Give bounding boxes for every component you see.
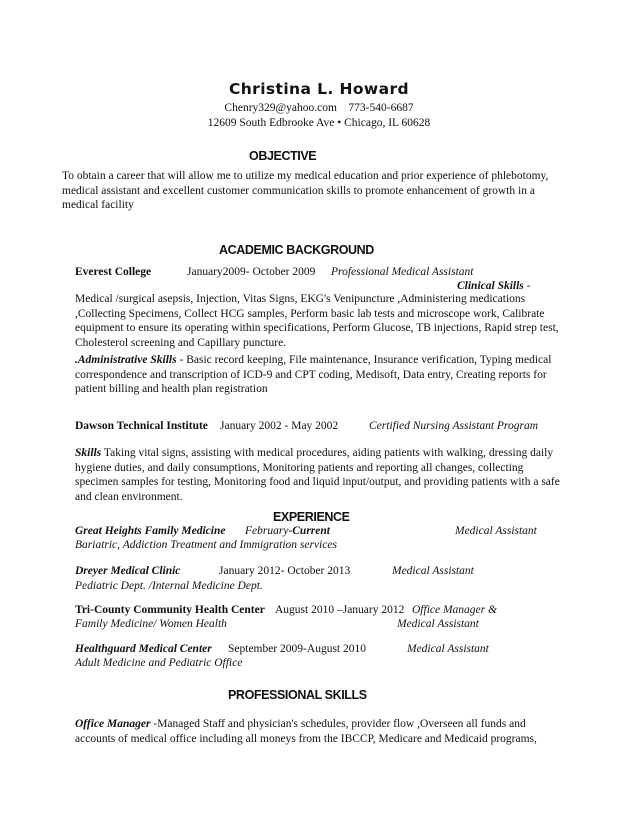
office-manager-label: Office Manager [75, 718, 151, 730]
job-4-dept: Adult Medicine and Pediatric Office [75, 657, 243, 669]
job-2-dates: January 2012- October 2013 [219, 565, 351, 577]
job-2-dept: Pediatric Dept. /Internal Medicine Dept. [75, 580, 263, 592]
dawson-skills-label: Skills [75, 447, 102, 459]
office-manager-text: -Managed Staff and physician's schedules, provider flow ,Overseen all funds and accounts of medical office including all moneys from the IBCCP, Medicare and Medicaid programs, [75, 718, 537, 745]
job-2-title: Medical Assistant [392, 565, 474, 577]
job-1-employer: Great Heights Family Medicine [75, 525, 226, 537]
objective-heading: OBJECTIVE [249, 149, 317, 163]
job-2-employer: Dreyer Medical Clinic [75, 565, 181, 577]
job-1-dates-start: February- [245, 525, 293, 537]
email: Chenry329@yahoo.com [224, 102, 337, 114]
everest-dates: January2009- October 2009 [187, 266, 316, 278]
admin-skills [75, 353, 565, 397]
experience-heading: EXPERIENCE [273, 510, 350, 524]
job-4-title: Medical Assistant [407, 643, 489, 655]
dawson-program: Certified Nursing Assistant Program [369, 420, 539, 432]
clinical-skills-label: Clinical Skills [457, 280, 524, 292]
dawson-school: Dawson Technical Institute [75, 420, 208, 432]
dawson-skills [75, 446, 565, 504]
job-1-dept: Bariatric, Addiction Treatment and Immigration services [75, 539, 337, 551]
job-3-employer: Tri-County Community Health Center [75, 604, 265, 616]
clinical-skills-dash: - [523, 280, 531, 292]
academic-heading: ACADEMIC BACKGROUND [219, 243, 374, 257]
everest-school: Everest College [75, 266, 152, 278]
objective-text: To obtain a career that will allow me to utilize my medical education and prior experience of phlebotomy, medical assistant and excellent customer communication skills to promote enhancement of growth in a medical facility [62, 170, 549, 211]
job-4-dates: September 2009-August 2010 [228, 643, 366, 655]
professional-skills-heading: PROFESSIONAL SKILLS [228, 688, 367, 702]
job-1-dates-end: Current [292, 525, 330, 537]
contact-line [0, 101, 638, 116]
dawson-skills-text: Taking vital signs, assisting with medical procedures, aiding patients with walking, dressing daily hygiene duties, and daily consumptions, Monitoring patients and reporting all changes, collecting specimen samples for testing, Monitoring food and liquid input/output, and providing patients with a safe and clean environment. [75, 447, 560, 503]
job-1-title: Medical Assistant [455, 525, 537, 537]
admin-skills-label: .Administrative Skills [75, 354, 177, 366]
admin-skills-text: - Basic record keeping, File maintenance, Insurance verification, Typing medical correspondence and transcription of ICD-9 and CPT coding, Medisoft, Data entry, Creating reports for patient billing and health plan registration [75, 354, 552, 395]
job-3-title-2: Medical Assistant [397, 618, 479, 630]
address: 12609 South Edbrooke Ave • Chicago, IL 60628 [207, 117, 431, 129]
office-manager-skills [75, 717, 550, 746]
clinical-skills-text: Medical /surgical asepsis, Injection, Vitas Signs, EKG's Venipuncture ,Administering medications ,Collecting Specimens, Collect HCG samples, Perform basic lab tests and microscope work, Calibrate equipment to ensure its operating within specifications, Perform Glucose, TB injections, Rapid strep test, Cholesterol screening and Capillary puncture. [75, 293, 559, 349]
job-1-dates [245, 524, 330, 539]
phone: 773-540-6687 [348, 102, 414, 114]
job-3-dates: August 2010 –January 2012 [275, 604, 405, 616]
everest-program: Professional Medical Assistant [331, 266, 474, 278]
job-4-employer: Healthguard Medical Center [75, 643, 212, 655]
dawson-dates: January 2002 - May 2002 [220, 420, 339, 432]
candidate-name: Christina L. Howard [228, 80, 410, 98]
job-3-dept: Family Medicine/ Women Health [75, 618, 227, 630]
job-3-title: Office Manager & [412, 604, 497, 616]
